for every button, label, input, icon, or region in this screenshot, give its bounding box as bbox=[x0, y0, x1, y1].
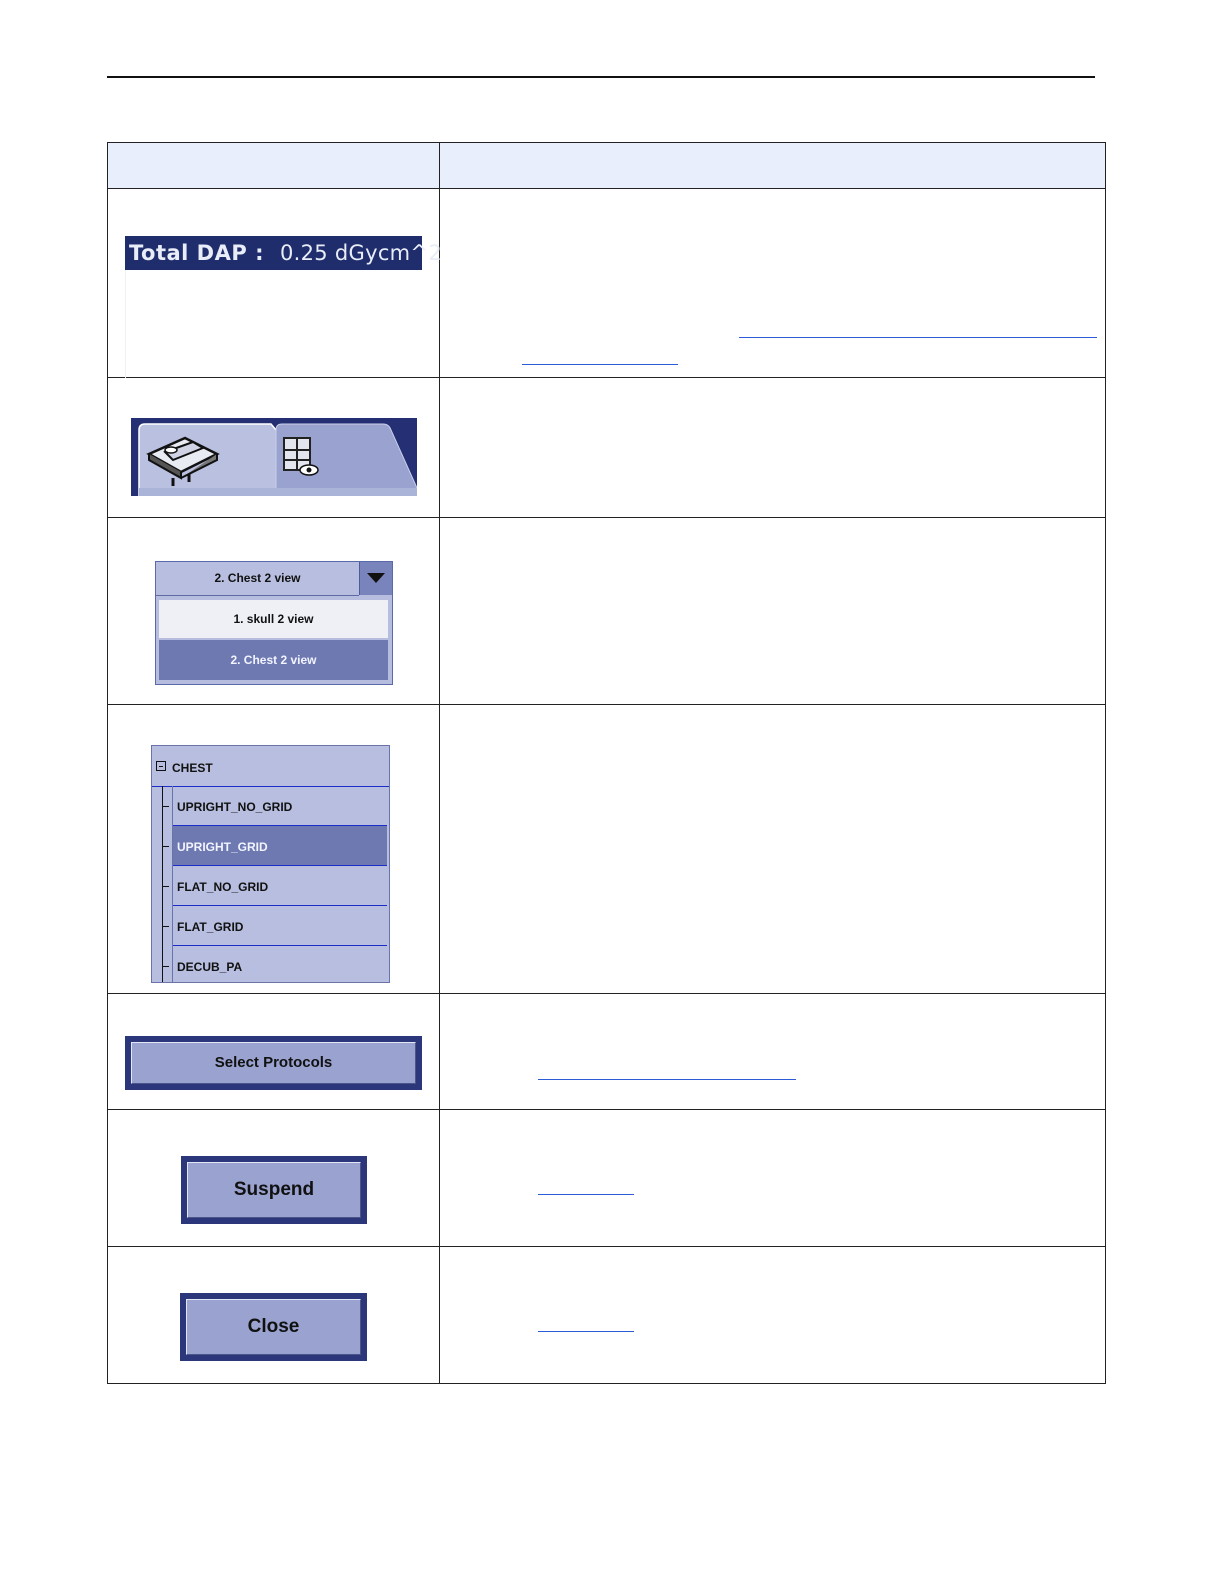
tree-item[interactable]: DECUB_PA bbox=[173, 946, 387, 983]
protocol-dropdown[interactable] bbox=[155, 561, 393, 685]
close-button[interactable] bbox=[180, 1293, 367, 1361]
close-label: Close bbox=[186, 1299, 361, 1355]
tree-node-chest[interactable] bbox=[152, 746, 389, 787]
table-row bbox=[108, 518, 1106, 705]
description-cell bbox=[440, 705, 1106, 994]
dropdown-option-selected[interactable]: 2. Chest 2 view bbox=[159, 640, 388, 680]
image-cell bbox=[108, 189, 440, 378]
tree-node-label: CHEST bbox=[172, 761, 213, 775]
tree-item[interactable]: UPRIGHT_NO_GRID bbox=[173, 786, 387, 826]
table-row bbox=[108, 994, 1106, 1110]
dropdown-option[interactable]: 1. skull 2 view bbox=[159, 600, 388, 638]
tree-item-selected[interactable]: UPRIGHT_GRID bbox=[173, 826, 387, 866]
description-cell bbox=[440, 518, 1106, 705]
grid-view-eye-icon bbox=[281, 436, 321, 480]
select-protocols-label: Select Protocols bbox=[131, 1042, 416, 1084]
header-cell-right bbox=[440, 143, 1106, 189]
chevron-down-icon bbox=[366, 571, 386, 585]
link-underline[interactable] bbox=[522, 364, 678, 365]
image-cell bbox=[108, 518, 440, 705]
description-cell bbox=[440, 189, 1106, 378]
view-tabs bbox=[131, 418, 417, 496]
dropdown-selected-value[interactable]: 2. Chest 2 view bbox=[156, 562, 359, 596]
total-dap-label: Total DAP : bbox=[129, 241, 264, 265]
image-cell bbox=[108, 1247, 440, 1384]
divider bbox=[125, 270, 126, 378]
dropdown-button[interactable] bbox=[359, 562, 392, 595]
link-underline[interactable] bbox=[538, 1194, 634, 1195]
select-protocols-button[interactable] bbox=[125, 1036, 422, 1090]
link-underline[interactable] bbox=[538, 1331, 634, 1332]
tree-connector bbox=[162, 786, 163, 983]
link-underline[interactable] bbox=[739, 337, 1097, 338]
description-cell bbox=[440, 378, 1106, 518]
image-cell bbox=[108, 705, 440, 994]
image-cell bbox=[108, 378, 440, 518]
table-row bbox=[108, 1110, 1106, 1247]
patient-table-icon bbox=[143, 428, 223, 488]
table-row bbox=[108, 705, 1106, 994]
collapse-icon[interactable] bbox=[156, 761, 166, 771]
ui-reference-table bbox=[107, 142, 1106, 1384]
link-underline[interactable] bbox=[538, 1079, 796, 1080]
image-cell bbox=[108, 1110, 440, 1247]
protocol-tree bbox=[151, 745, 390, 983]
header-cell-left bbox=[108, 143, 440, 189]
table-row bbox=[108, 189, 1106, 378]
tree-item[interactable]: FLAT_GRID bbox=[173, 906, 387, 946]
top-rule bbox=[107, 76, 1095, 78]
suspend-label: Suspend bbox=[187, 1162, 361, 1218]
description-cell bbox=[440, 1247, 1106, 1384]
description-cell bbox=[440, 994, 1106, 1110]
table-header-row bbox=[108, 143, 1106, 189]
description-cell bbox=[440, 1110, 1106, 1247]
suspend-button[interactable] bbox=[181, 1156, 367, 1224]
table-row bbox=[108, 1247, 1106, 1384]
total-dap-display bbox=[125, 236, 442, 270]
tree-item[interactable]: FLAT_NO_GRID bbox=[173, 866, 387, 906]
image-cell bbox=[108, 994, 440, 1110]
table-row bbox=[108, 378, 1106, 518]
total-dap-value: 0.25 dGycm^2 bbox=[279, 241, 442, 265]
